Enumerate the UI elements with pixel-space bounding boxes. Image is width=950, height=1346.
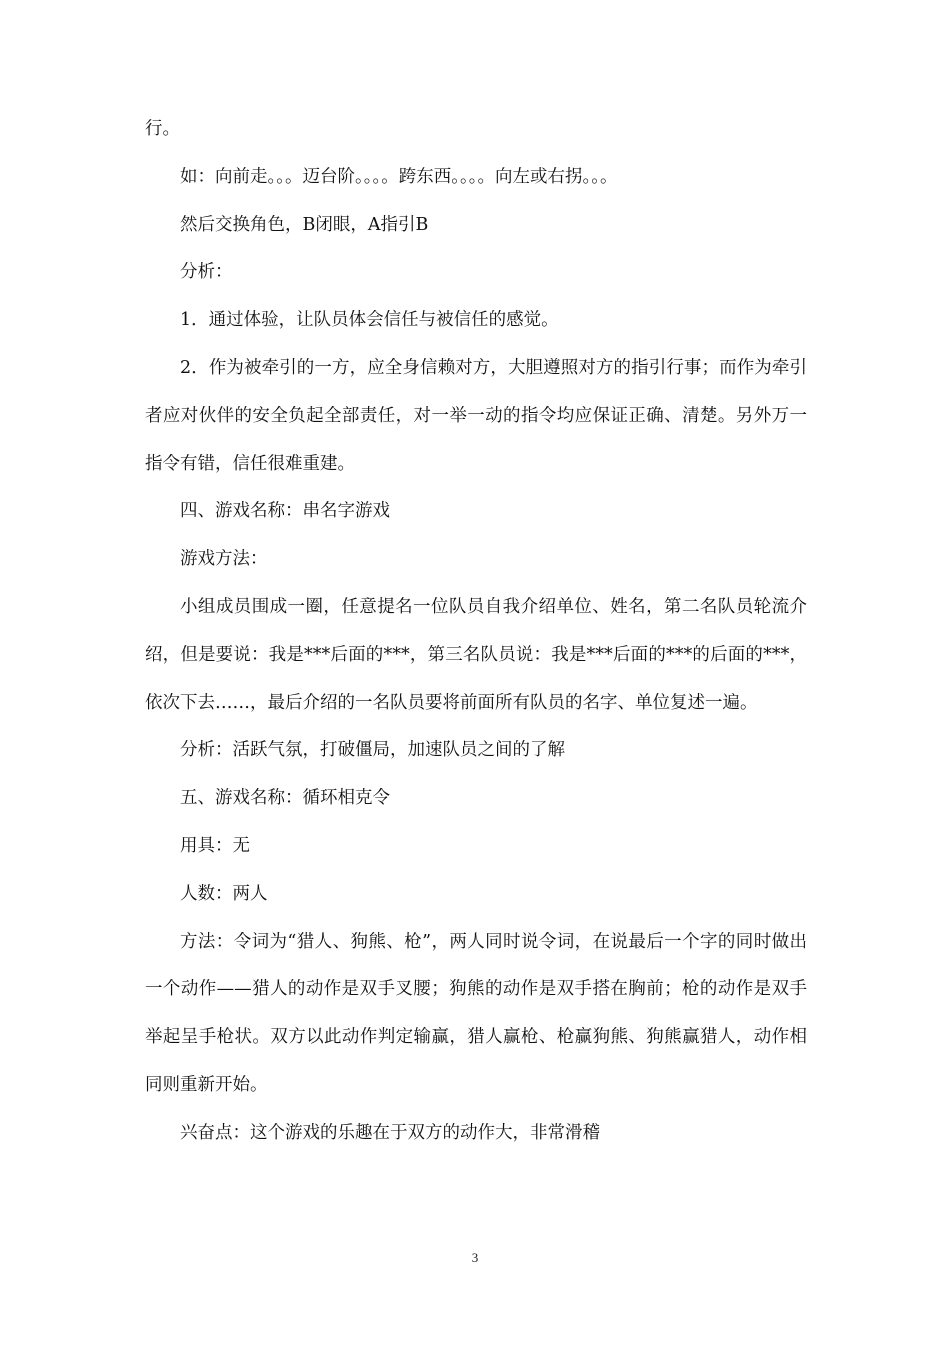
paragraph-game-method-heading: 游戏方法： bbox=[180, 549, 268, 570]
paragraph-analysis-heading: 分析： bbox=[180, 262, 233, 283]
section-heading-game-5: 五、游戏名称：循环相克令 bbox=[180, 788, 390, 809]
paragraph-example: 如：向前走。。。迈台阶。。。。跨东西。。。。向左或右拐。。。 bbox=[180, 166, 618, 187]
paragraph-analysis-point-2: 2．作为被牵引的一方，应全身信赖对方，大胆遵照对方的指引行事；而作为牵引者应对伙伴的安全负起全部责任，对一举一动的指令均应保证正确、清楚。另外万一指令有错，信任很难重建。 bbox=[145, 357, 807, 474]
paragraph-equipment: 用具：无 bbox=[180, 835, 250, 856]
paragraph-game-5-method: 方法：令词为“猎人、狗熊、枪”，两人同时说令词，在说最后一个字的同时做出一个动作——猎人的动作是双手叉腰；狗熊的动作是双手搭在胸前；枪的动作是双手举起呈手枪状。双方以此动作判定输赢，猎人赢枪、枪赢狗熊、狗熊赢猎人，动作相同则重新开始。 bbox=[145, 931, 807, 1095]
paragraph-players: 人数：两人 bbox=[180, 883, 268, 904]
page-number: 3 bbox=[471, 1250, 479, 1265]
paragraph-swap-roles: 然后交换角色，B闭眼，A指引B bbox=[180, 214, 429, 235]
paragraph-game-method: 小组成员围成一圈，任意提名一位队员自我介绍单位、姓名，第二名队员轮流介绍，但是要说：我是***后面的***，第三名队员说：我是***后面的***的后面的***，依次下去……，最后介绍的一名队员要将前面所有队员的名字、单位复述一遍。 bbox=[145, 596, 807, 713]
section-heading-game-4: 四、游戏名称：串名字游戏 bbox=[180, 501, 390, 522]
paragraph-analysis-point-1: 1．通过体验，让队员体会信任与被信任的感觉。 bbox=[180, 310, 559, 331]
paragraph-continuation: 行。 bbox=[145, 119, 180, 139]
paragraph-highlight: 兴奋点：这个游戏的乐趣在于双方的动作大，非常滑稽 bbox=[180, 1122, 600, 1143]
body-text bbox=[145, 106, 807, 1158]
paragraph-game-4-analysis: 分析：活跃气氛，打破僵局，加速队员之间的了解 bbox=[180, 740, 565, 761]
